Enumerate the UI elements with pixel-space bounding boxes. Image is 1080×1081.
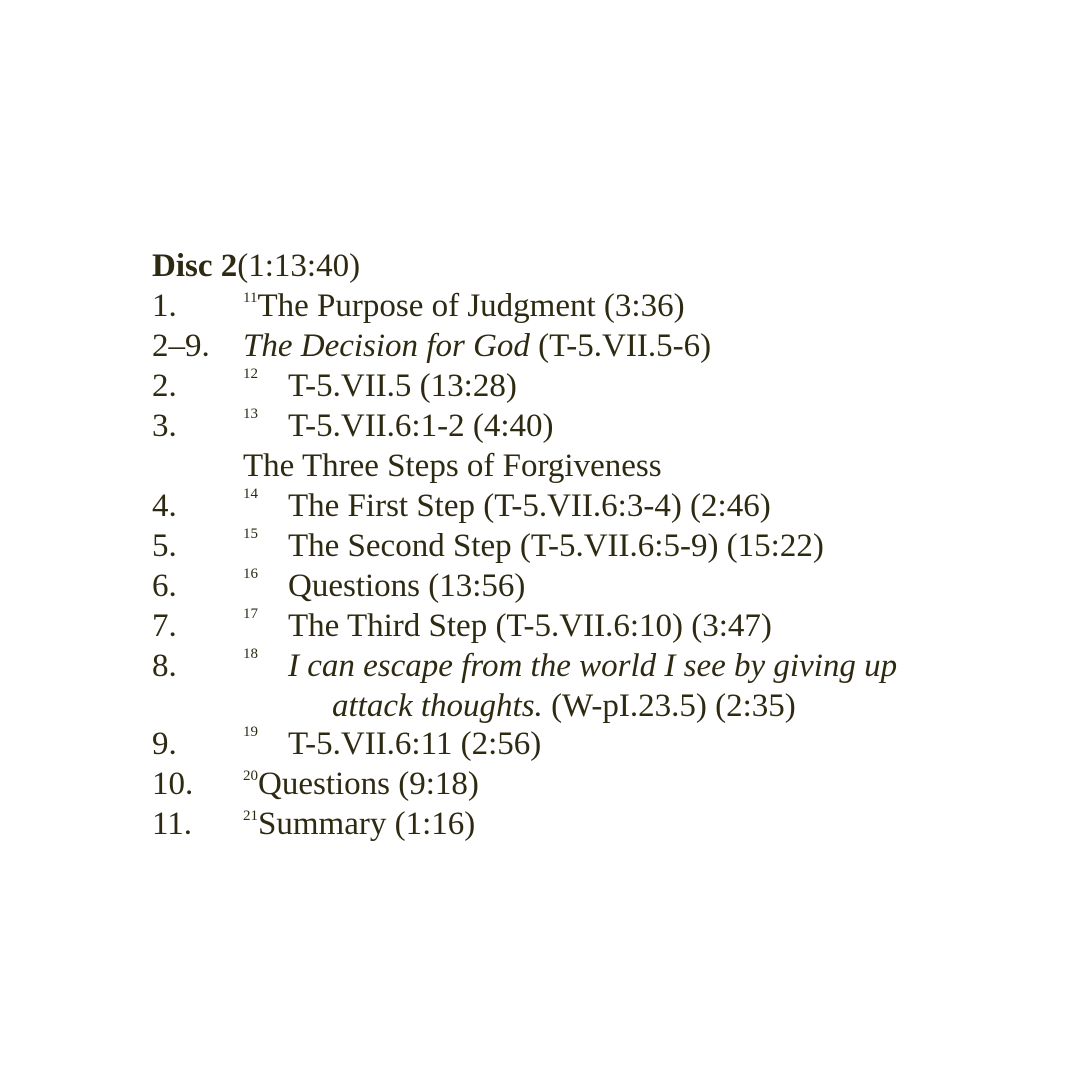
track-row (152, 646, 1052, 686)
track-title (243, 286, 685, 326)
subsection-heading (152, 446, 1052, 486)
track-title: T-5.VII.6:11 (2:56) (288, 726, 542, 762)
track-marker: 15 (243, 526, 258, 542)
track-marker: 19 (243, 724, 258, 740)
track-marker: 20 (243, 768, 258, 784)
disc-title: Disc 2 (152, 248, 238, 284)
track-number: 9. (152, 726, 177, 762)
track-row (152, 286, 1052, 326)
track-title-text: Summary (1:16) (258, 806, 476, 842)
track-number: 5. (152, 528, 177, 564)
track-title-text: Questions (9:18) (258, 766, 479, 802)
disc-duration: (1:13:40) (237, 248, 361, 284)
track-number: 3. (152, 408, 177, 444)
track-range-row (152, 326, 1052, 366)
track-row (152, 724, 1052, 764)
track-row-continuation (152, 686, 1052, 724)
disc-heading-text (152, 246, 360, 286)
track-title: I can escape from the world I see by giving up (288, 648, 898, 684)
track-number: 2. (152, 368, 177, 404)
track-title (243, 764, 479, 804)
track-marker: 16 (243, 566, 258, 582)
track-row (152, 486, 1052, 526)
track-row (152, 804, 1052, 844)
section-title-reference: (T-5.VII.5-6) (529, 328, 712, 364)
track-title-continuation-italic: attack thoughts. (332, 688, 543, 724)
track-marker: 11 (243, 290, 258, 306)
track-title: The Second Step (T-5.VII.6:5-9) (15:22) (288, 528, 824, 564)
track-title: The First Step (T-5.VII.6:3-4) (2:46) (288, 488, 771, 524)
track-title-text: The Purpose of Judgment (3:36) (257, 288, 685, 324)
track-marker: 14 (243, 486, 258, 502)
track-title: T-5.VII.5 (13:28) (288, 368, 517, 404)
track-marker: 13 (243, 406, 258, 422)
track-title (243, 804, 475, 844)
track-row (152, 566, 1052, 606)
track-row (152, 764, 1052, 804)
track-title-continuation (332, 686, 796, 726)
track-number: 1. (152, 288, 177, 324)
track-number: 8. (152, 648, 177, 684)
track-row (152, 526, 1052, 566)
track-number: 4. (152, 488, 177, 524)
track-marker: 18 (243, 646, 258, 662)
track-number: 10. (152, 766, 194, 802)
track-row (152, 366, 1052, 406)
section-title-italic: The Decision for God (243, 328, 530, 364)
track-row (152, 406, 1052, 446)
track-row (152, 606, 1052, 646)
track-title: Questions (13:56) (288, 568, 526, 604)
subsection-title: The Three Steps of Forgiveness (243, 448, 662, 484)
track-number: 7. (152, 608, 177, 644)
track-title: T-5.VII.6:1-2 (4:40) (288, 408, 554, 444)
track-marker: 17 (243, 606, 258, 622)
track-number: 6. (152, 568, 177, 604)
track-number: 2–9. (152, 328, 210, 364)
track-number: 11. (152, 806, 193, 842)
disc-heading (152, 246, 1052, 286)
track-title: The Third Step (T-5.VII.6:10) (3:47) (288, 608, 772, 644)
track-marker: 21 (243, 808, 258, 824)
section-title (243, 326, 711, 366)
track-marker: 12 (243, 366, 258, 382)
track-list (152, 246, 1052, 844)
track-title-continuation-reference: (W-pI.23.5) (2:35) (542, 688, 796, 724)
